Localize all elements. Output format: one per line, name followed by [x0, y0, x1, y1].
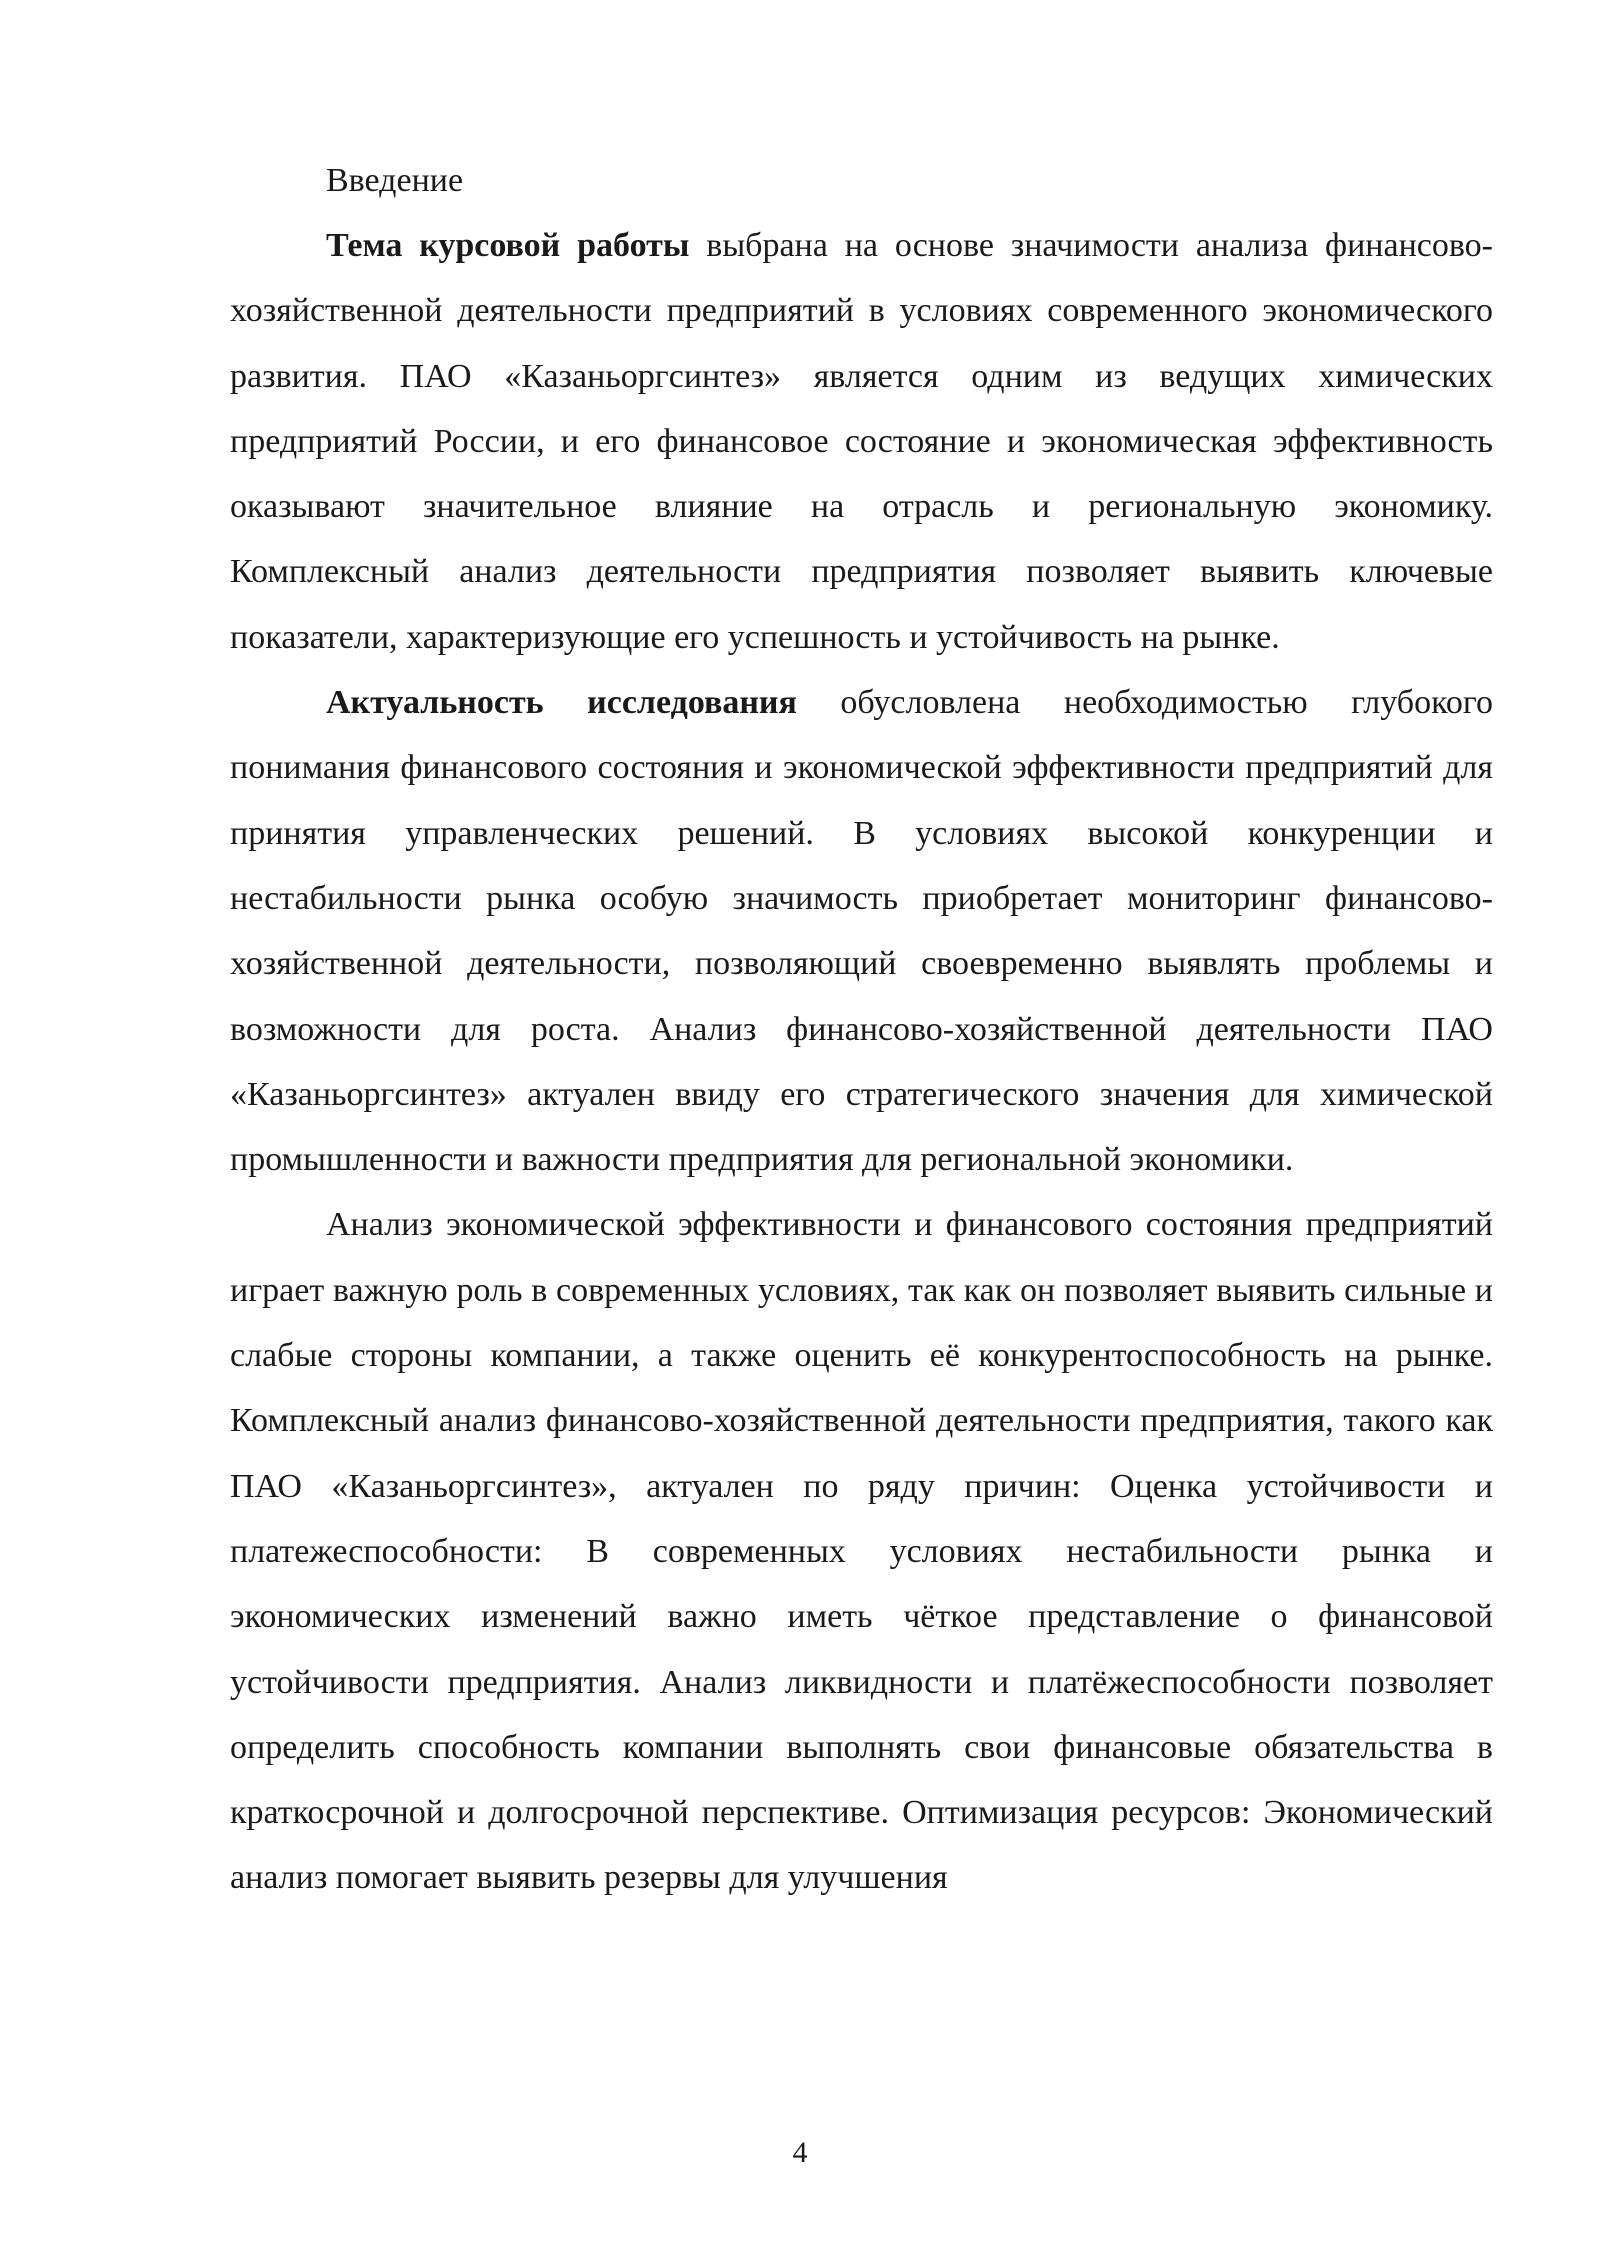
paragraph-topic-text: выбрана на основе значимости анализа финансово-хозяйственной деятельности предприятий в условиях современного экономического развития. ПАО «Казаньоргсинтез» является одним из ведущих химических предприятий России, и его финансовое состояние и экономическая эффективность оказывают значительное влияние на отрасль и региональную экономику. Комплексный анализ деятельности предприятия позволяет выявить ключевые показатели, характеризующие его успешность и устойчивость на рынке.	[230, 227, 1494, 656]
paragraph-topic-lead: Тема курсовой работы	[326, 227, 690, 264]
paragraph-analysis	[230, 1192, 1493, 1910]
page-number: 4	[792, 2136, 808, 2169]
paragraph-relevance-lead: Актуальность исследования	[326, 684, 797, 722]
paragraph-analysis-text: Анализ экономической эффективности и финансового состояния предприятий играет важную роль в современных условиях, так как он позволяет выявить сильные и слабые стороны компании, а также оценить её конкурентоспособность на рынке. Комплексный анализ финансово-хозяйственной деятельности предприятия, такого как ПАО «Казаньоргсинтез», актуален по ряду причин: Оценка устойчивости и платежеспособности: В современных условиях нестабильности рынка и экономических изменений важно иметь чёткое представление о финансовой устойчивости предприятия. Анализ ликвидности и платёжеспособности позволяет определить способность компании выполнять свои финансовые обязательства в краткосрочной и долгосрочной перспективе. Оптимизация ресурсов: Экономический анализ помогает выявить резервы для улучшения	[230, 1206, 1493, 1897]
page-body	[230, 148, 1493, 1911]
paragraph-relevance-text: обусловлена необходимостью глубокого понимания финансового состояния и экономической эффективности предприятий для принятия управленческих решений. В условиях высокой конкуренции и нестабильности рынка особую значимость приобретает мониторинг финансово-хозяйственной деятельности, позволяющий своевременно выявлять проблемы и возможности для роста. Анализ финансово-хозяйственной деятельности ПАО «Казаньоргсинтез» актуален ввиду его стратегического значения для химической промышленности и важности предприятия для региональной экономики.	[230, 684, 1493, 1179]
paragraph-relevance	[230, 670, 1493, 1192]
section-heading: Введение	[326, 162, 464, 199]
paragraph-topic	[230, 213, 1493, 670]
